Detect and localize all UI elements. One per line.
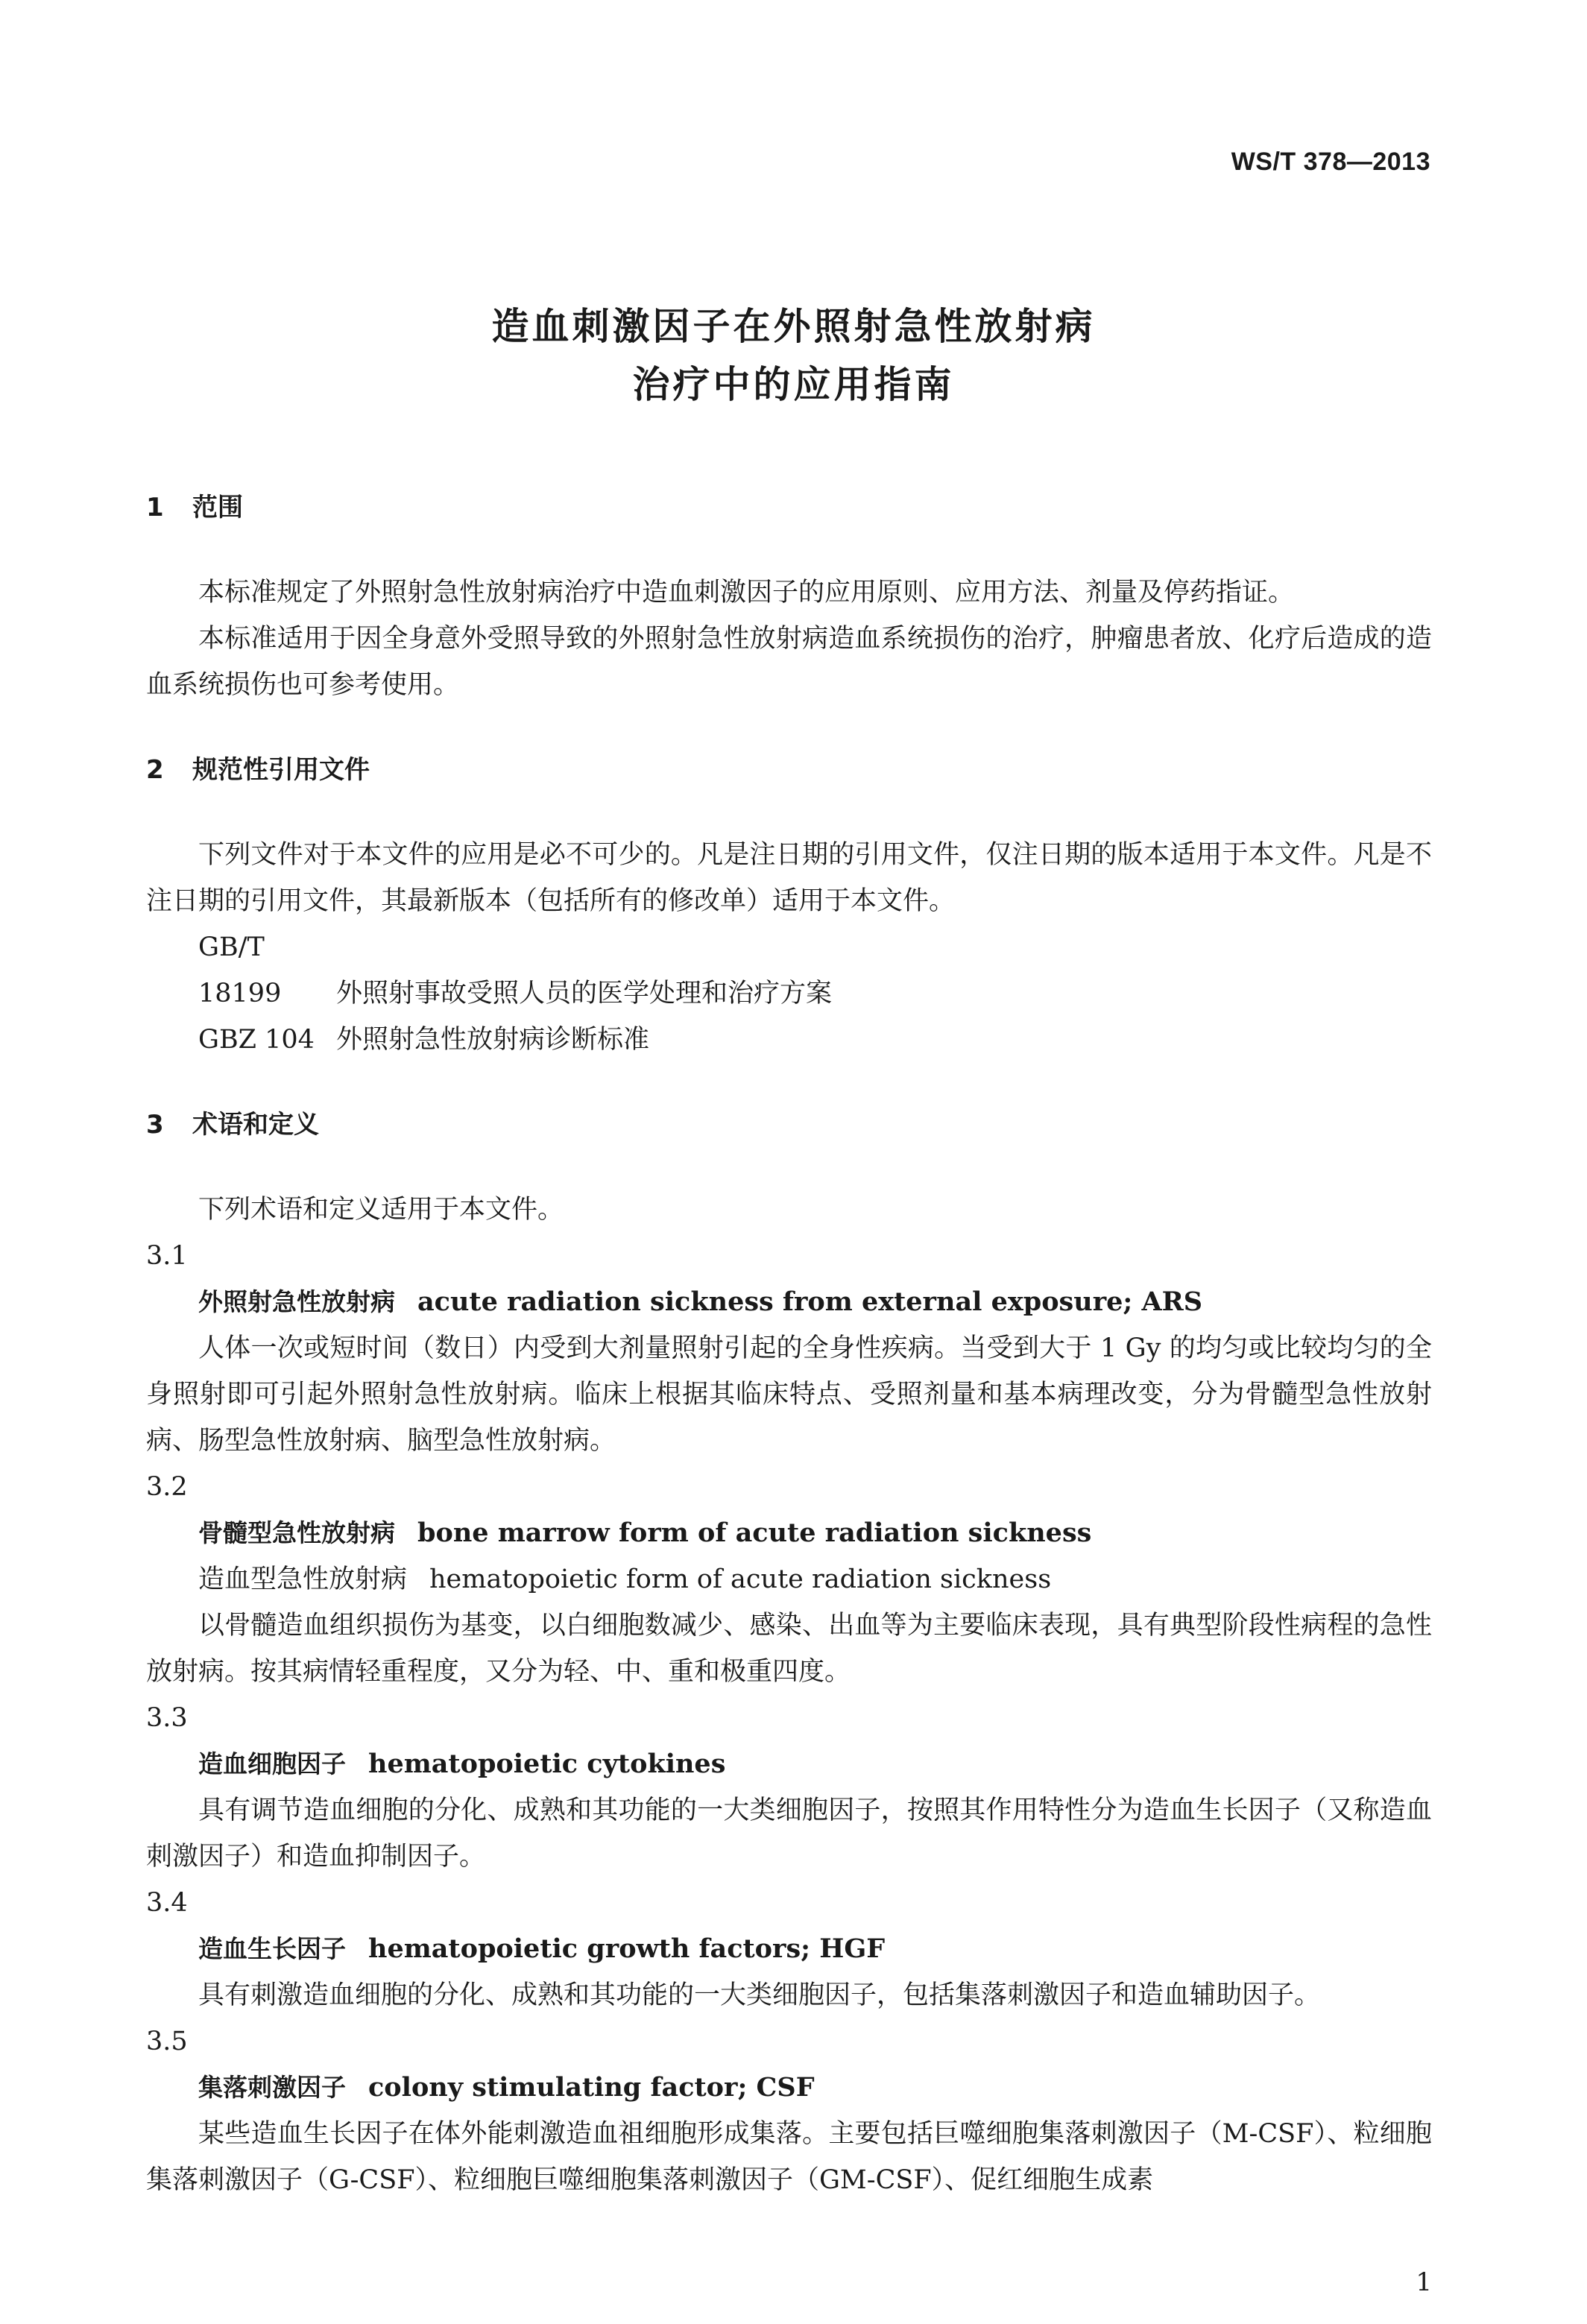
term-title (146, 1510, 1432, 1556)
term-chinese: 造血细胞因子 (198, 1749, 346, 1778)
reference-title: 外照射急性放射病诊断标准 (336, 1025, 650, 1055)
term-english: acute radiation sickness from external exposure; ARS (417, 1286, 1203, 1317)
term-chinese: 外照射急性放射病 (198, 1287, 395, 1316)
section-title: 规范性引用文件 (192, 755, 370, 785)
section-title: 术语和定义 (192, 1110, 319, 1140)
section-number: 2 (146, 755, 164, 785)
term-definition: 具有刺激造血细胞的分化、成熟和其功能的一大类细胞因子，包括集落刺激因子和造血辅助因子。 (198, 1980, 1321, 2010)
term-english: bone marrow form of acute radiation sickness (417, 1518, 1092, 1548)
term-title (146, 1926, 1432, 1972)
term-title (146, 1279, 1432, 1325)
standard-code: WS/T 378—2013 (1231, 148, 1430, 176)
paragraph: 下列文件对于本文件的应用是必不可少的。凡是注日期的引用文件，仅注日期的版本适用于本文件。凡是不注日期的引用文件，其最新版本（包括所有的修改单）适用于本文件。 (146, 840, 1432, 916)
reference-item (146, 1017, 1432, 1063)
reference-code: GBZ 104 (198, 1025, 315, 1055)
term-chinese: 造血生长因子 (198, 1934, 346, 1963)
section-2-heading (146, 747, 1432, 793)
term-alt-chinese: 造血型急性放射病 (198, 1564, 408, 1594)
document-title-line-2: 治疗中的应用指南 (632, 363, 955, 406)
document-title-line-1: 造血刺激因子在外照射急性放射病 (491, 305, 1096, 348)
term-definition: 某些造血生长因子在体外能刺激造血祖细胞形成集落。主要包括巨噬细胞集落刺激因子（M-CSF）、粒细胞集落刺激因子（G-CSF）、粒细胞巨噬细胞集落刺激因子（GM-CSF）、促红细胞生成素 (146, 2119, 1432, 2195)
paragraph: 本标准适用于因全身意外受照导致的外照射急性放射病造血系统损伤的治疗，肿瘤患者放、化疗后造成的造血系统损伤也可参考使用。 (146, 624, 1432, 700)
section-number: 3 (146, 1110, 164, 1140)
reference-code: GB/T 18199 (198, 932, 282, 1008)
paragraph: 本标准规定了外照射急性放射病治疗中造血刺激因子的应用原则、应用方法、剂量及停药指证。 (198, 578, 1295, 607)
term-number: 3.2 (146, 1472, 188, 1502)
term-number: 3.3 (146, 1703, 188, 1733)
term-chinese: 骨髓型急性放射病 (198, 1518, 395, 1547)
term-alternative (146, 1556, 1432, 1603)
term-number: 3.4 (146, 1888, 188, 1918)
section-title: 范围 (192, 493, 243, 522)
term-title (146, 1741, 1432, 1787)
term-english: hematopoietic growth factors; HGF (368, 1933, 886, 1964)
paragraph: 下列术语和定义适用于本文件。 (198, 1195, 564, 1225)
term-definition: 人体一次或短时间（数日）内受到大剂量照射引起的全身性疾病。当受到大于 1 Gy 的均匀或比较均匀的全身照射即可引起外照射急性放射病。临床上根据其临床特点、受照剂量和基本病理改变，分为骨髓型急性放射病、肠型急性放射病、脑型急性放射病。 (146, 1333, 1432, 1456)
document-body (146, 484, 1432, 2203)
section-1-heading (146, 484, 1432, 531)
page-number: 1 (1416, 2267, 1432, 2297)
term-number: 3.5 (146, 2027, 188, 2056)
reference-item (146, 924, 1432, 1017)
term-definition: 以骨髓造血组织损伤为基变，以白细胞数减少、感染、出血等为主要临床表现，具有典型阶段性病程的急性放射病。按其病情轻重程度，又分为轻、中、重和极重四度。 (146, 1611, 1432, 1687)
term-number: 3.1 (146, 1241, 188, 1271)
term-alt-english: hematopoietic form of acute radiation sickness (429, 1564, 1052, 1594)
term-english: colony stimulating factor; CSF (368, 2072, 815, 2103)
reference-title: 外照射事故受照人员的医学处理和治疗方案 (336, 979, 833, 1008)
section-3-heading (146, 1102, 1432, 1148)
term-definition: 具有调节造血细胞的分化、成熟和其功能的一大类细胞因子，按照其作用特性分为造血生长因子（又称造血刺激因子）和造血抑制因子。 (146, 1796, 1432, 1872)
term-english: hematopoietic cytokines (368, 1749, 726, 1779)
term-title (146, 2065, 1432, 2111)
section-number: 1 (146, 493, 164, 522)
term-chinese: 集落刺激因子 (198, 2073, 346, 2102)
